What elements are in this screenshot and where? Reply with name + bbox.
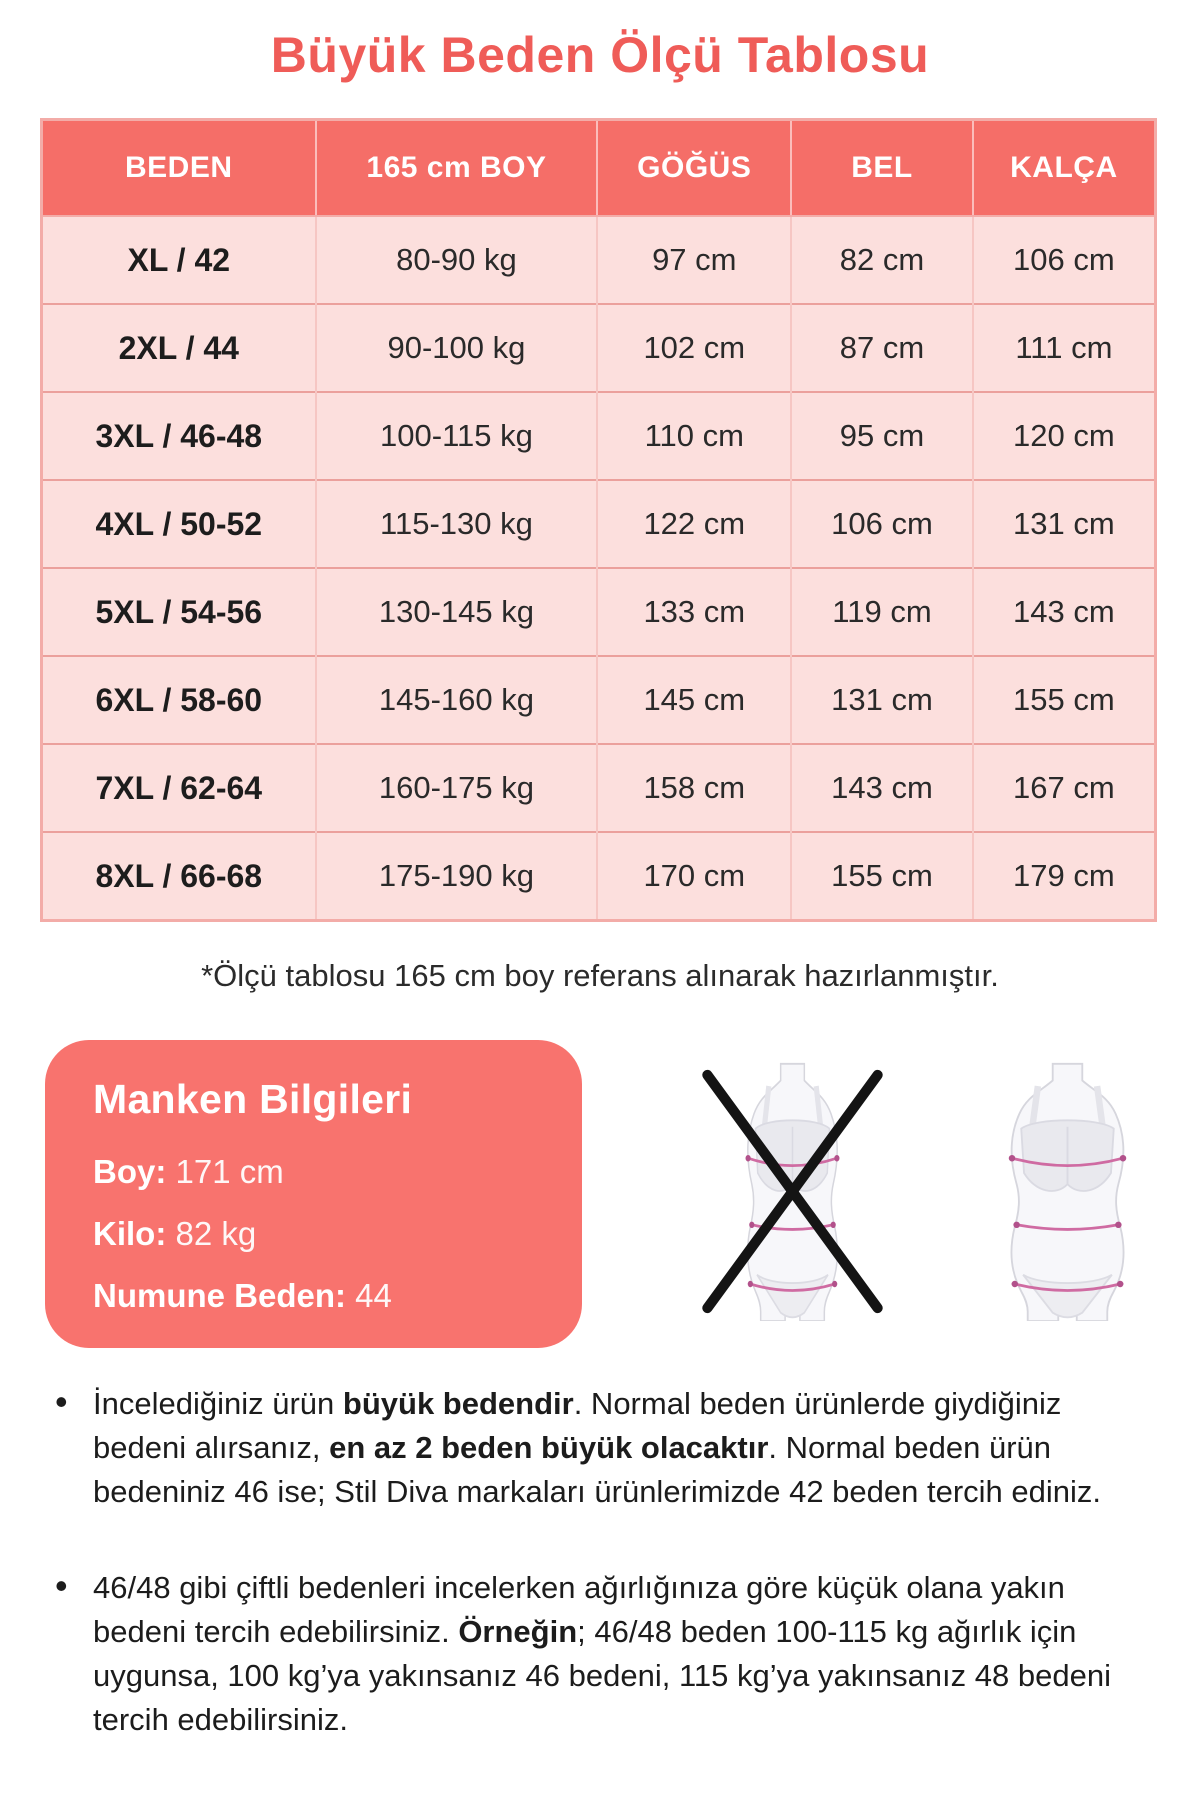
measurement-cell: 80-90 kg (316, 216, 598, 304)
measurement-cell: 131 cm (973, 480, 1156, 568)
measurement-cell: 131 cm (791, 656, 973, 744)
measurement-cell: 87 cm (791, 304, 973, 392)
measurement-cell: 97 cm (597, 216, 791, 304)
table-row (42, 656, 1156, 744)
column-header: KALÇA (973, 120, 1156, 217)
measurement-cell: 143 cm (973, 568, 1156, 656)
model-info-card (45, 1040, 582, 1348)
size-label-cell: 5XL / 54-56 (42, 568, 316, 656)
correct-fit-figure (975, 1062, 1160, 1321)
measurement-cell: 90-100 kg (316, 304, 598, 392)
table-row (42, 304, 1156, 392)
size-label-cell: 3XL / 46-48 (42, 392, 316, 480)
measurement-cell: 179 cm (973, 832, 1156, 921)
table-header-row (42, 120, 1156, 217)
table-row (42, 744, 1156, 832)
size-label-cell: XL / 42 (42, 216, 316, 304)
measurement-cell: 155 cm (791, 832, 973, 921)
notes-list (55, 1382, 1155, 1794)
column-header: GÖĞÜS (597, 120, 791, 217)
table-row (42, 568, 1156, 656)
measurement-cell: 115-130 kg (316, 480, 598, 568)
measurement-cell: 120 cm (973, 392, 1156, 480)
measurement-cell: 119 cm (791, 568, 973, 656)
size-label-cell: 4XL / 50-52 (42, 480, 316, 568)
size-label-cell: 8XL / 66-68 (42, 832, 316, 921)
model-info-fields (93, 1141, 582, 1327)
table-footnote: *Ölçü tablosu 165 cm boy referans alınarak hazırlanmıştır. (201, 958, 999, 993)
model-info-title: Manken Bilgileri (93, 1076, 413, 1122)
measurement-cell: 82 cm (791, 216, 973, 304)
column-header: BEDEN (42, 120, 316, 217)
size-table-body (42, 216, 1156, 921)
page-title: Büyük Beden Ölçü Tablosu (270, 27, 930, 83)
measurement-cell: 110 cm (597, 392, 791, 480)
measurement-cell: 111 cm (973, 304, 1156, 392)
size-label-cell: 7XL / 62-64 (42, 744, 316, 832)
model-info-field: Kilo: 82 kg (93, 1215, 257, 1252)
measurement-cell: 145-160 kg (316, 656, 598, 744)
note-item: • İncelediğiniz ürün büyük bedendir. Normal beden ürünlerde giydiğiniz bedeni alırsanız, en az 2 beden büyük olacaktır. Normal beden ürün bedeniniz 46 ise; Stil Diva markaları ürünlerimizde 42 beden tercih ediniz. (55, 1382, 1155, 1514)
table-row (42, 832, 1156, 921)
measurement-cell: 175-190 kg (316, 832, 598, 921)
measurement-cell: 160-175 kg (316, 744, 598, 832)
size-label-cell: 2XL / 44 (42, 304, 316, 392)
measurement-cell: 106 cm (1013, 242, 1115, 277)
model-info-field: Boy: 171 cm (93, 1153, 284, 1190)
table-row (42, 216, 1156, 304)
measurement-cell: 95 cm (791, 392, 973, 480)
table-row (42, 480, 1156, 568)
measurement-cell: 155 cm (973, 656, 1156, 744)
size-table (40, 118, 1157, 922)
table-row (42, 392, 1156, 480)
column-header: BEL (791, 120, 973, 217)
model-info-field: Numune Beden: 44 (93, 1277, 392, 1314)
measurement-cell: 170 cm (597, 832, 791, 921)
measurement-cell: 106 cm (791, 480, 973, 568)
mannequin-plus-icon (975, 1062, 1160, 1321)
measurement-cell: 145 cm (597, 656, 791, 744)
note-item: • 46/48 gibi çiftli bedenleri incelerken ağırlığınıza göre küçük olana yakın bedeni tercih edebilirsiniz. Örneğin; 46/48 beden 100-115 kg ağırlık için uygunsa, 100 kg’ya yakınsanız 46 bedeni, 115 kg’ya yakınsanız 48 bedeni tercih edebilirsiniz. (55, 1566, 1155, 1742)
measurement-cell: 158 cm (597, 744, 791, 832)
measurement-cell: 130-145 kg (316, 568, 598, 656)
measurement-cell: 167 cm (973, 744, 1156, 832)
column-header: 165 cm BOY (316, 120, 598, 217)
wrong-fit-figure (700, 1062, 885, 1321)
measurement-cell: 143 cm (791, 744, 973, 832)
measurement-cell: 122 cm (597, 480, 791, 568)
size-label-cell: 6XL / 58-60 (42, 656, 316, 744)
x-mark-icon (700, 1062, 885, 1321)
measurement-cell: 102 cm (597, 304, 791, 392)
measurement-cell: 133 cm (597, 568, 791, 656)
measurement-cell: 100-115 kg (316, 392, 598, 480)
